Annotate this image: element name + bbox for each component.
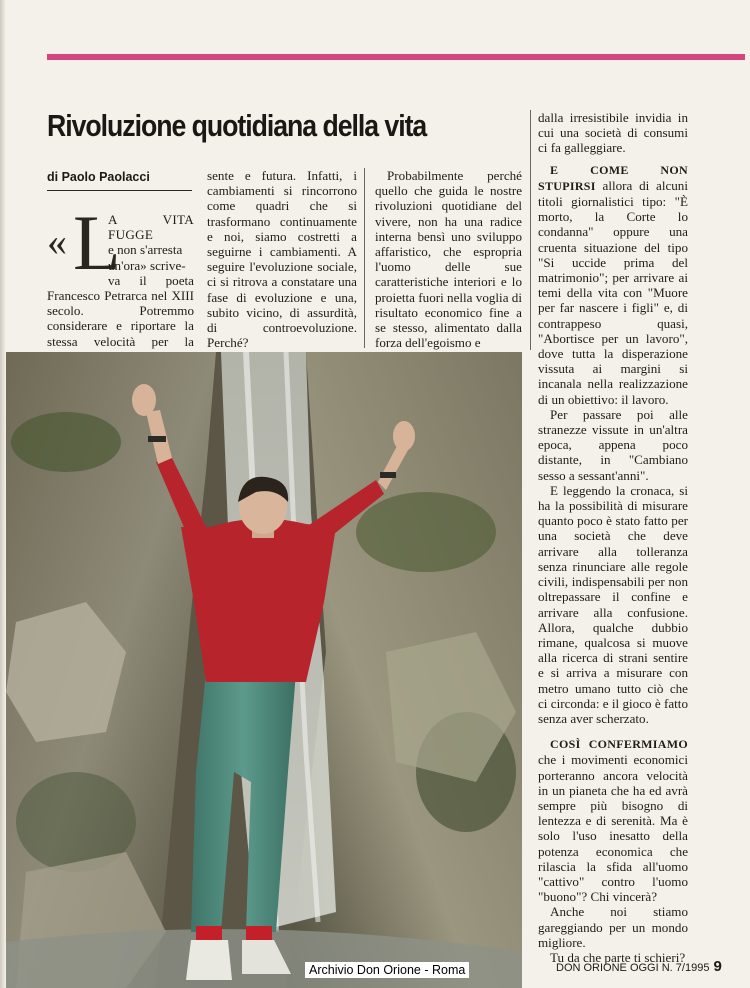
paragraph: Probabilmente perché quello che guida le nostre rivoluzioni quotidiane del vivere, non ha una radice interna bensì uno sviluppo affaristico, che espropria l'uomo delle sue caratteristiche interiori e lo proietta fuori nella voglia di risultato economico fine a se stesso, alimentato dalla forza dell'egoismo e	[375, 168, 522, 351]
text-column-2	[207, 168, 357, 350]
paragraph: Anche noi stiamo gareggiando per un mondo migliore.	[538, 904, 688, 950]
paragraph: allora di alcuni titoli giornalistici tipo: "È morto, la Corte lo condanna" oppure una cruenta situazione del tipo "Si uccide prima del matrimonio"; per arrivare ai temi della vita con "Muore per far nascere i figli" e, di contrappeso quasi, "Abortisce per un lavoro", dove tutta la disperazione vissuta ai margini si incanala nella realizzazione di un obiettivo: il lavoro.	[538, 177, 688, 407]
article-byline: di Paolo Paolacci	[47, 170, 192, 191]
column-divider	[530, 110, 531, 350]
paragraph: dalla irresistibile invidia in cui una società di consumi ci fa galleggiare.	[538, 110, 688, 156]
person-watch	[148, 436, 166, 442]
moss	[11, 412, 121, 472]
paragraph: E leggendo la cronaca, si ha la possibilità di misurare quanto poco è stato fatto per una società che deve arrivare alla tolleranza senza rinunciare alle regole civili, indispensabili per non oltrepassare il confine e arrivare alla confusione. Allora, qualche dubbio rimane, qualcosa si muove alla ricerca di strani sentire e si arriva a misurare con metro umano tutto ciò che ci circonda: e il gioco è fatto senza aver scherzato.	[538, 482, 688, 726]
waterfall-photo	[6, 352, 522, 988]
person-watch	[380, 472, 396, 478]
person-shoe	[186, 940, 232, 980]
header-accent-rule	[47, 54, 745, 60]
magazine-issue: DON ORIONE OGGI N. 7/1995	[556, 962, 710, 974]
section-lead: COSÌ CONFERMIAMO	[550, 737, 688, 752]
paragraph: che i movimenti economici porteranno ancora velocità in un pianeta che ha ed avrà sempre più bisogno di lentezza e di serenità. Ma è solo l'uso inesatto della potenza economica che rilascia la sfida all'uomo "cattivo" contro l'uomo "buono"? Chi vincerà?	[538, 752, 688, 905]
person-sock	[196, 926, 222, 940]
drop-cap-line: e non s'arresta	[108, 242, 183, 258]
drop-cap-letter: L	[73, 199, 121, 286]
paragraph: Tu da che parte ti schieri?	[550, 949, 686, 965]
drop-cap-quote: «	[47, 219, 67, 264]
paragraph: Per passare poi alle stranezze vissute in un'altra epoca, appena poco distante, in "Cambiano sesso a sessant'anni".	[538, 406, 688, 483]
text-column-4	[538, 110, 688, 965]
person-hand-right	[393, 421, 415, 451]
drop-cap-block	[47, 199, 194, 288]
drop-cap-line: un'ora» scrive-	[108, 257, 186, 273]
paragraph: Francesco Petrarca nel XIII secolo. Potremmo considerare e riportare la stessa velocità per la	[47, 288, 194, 349]
person-hand-left	[132, 384, 156, 416]
drop-cap-line: va il poeta	[108, 272, 194, 288]
article-title: Rivoluzione quotidiana della vita	[47, 108, 427, 143]
archive-label: Archivio Don Orione - Roma	[305, 962, 469, 978]
paragraph: sente e futura. Infatti, i cambiamenti si rincorrono come quadri che si trasformano continuamente e noi, siamo costretti a seguirne i cambiamenti. A seguire l'evoluzione sociale, ci si ritrova a constatare una fase di evoluzione e una, subito vicino, di assurdità, di controevoluzione. Perché?	[207, 168, 357, 351]
drop-cap-lines	[108, 212, 194, 288]
moss	[356, 492, 496, 572]
section-lead: E COME NON STUPIRSI	[538, 162, 688, 193]
page-number: 9	[713, 958, 722, 975]
drop-cap-line: A VITA FUGGE	[108, 212, 194, 243]
text-column-3	[375, 168, 522, 350]
magazine-footer	[556, 958, 722, 975]
column-divider	[364, 168, 365, 348]
person-sock	[246, 926, 272, 940]
